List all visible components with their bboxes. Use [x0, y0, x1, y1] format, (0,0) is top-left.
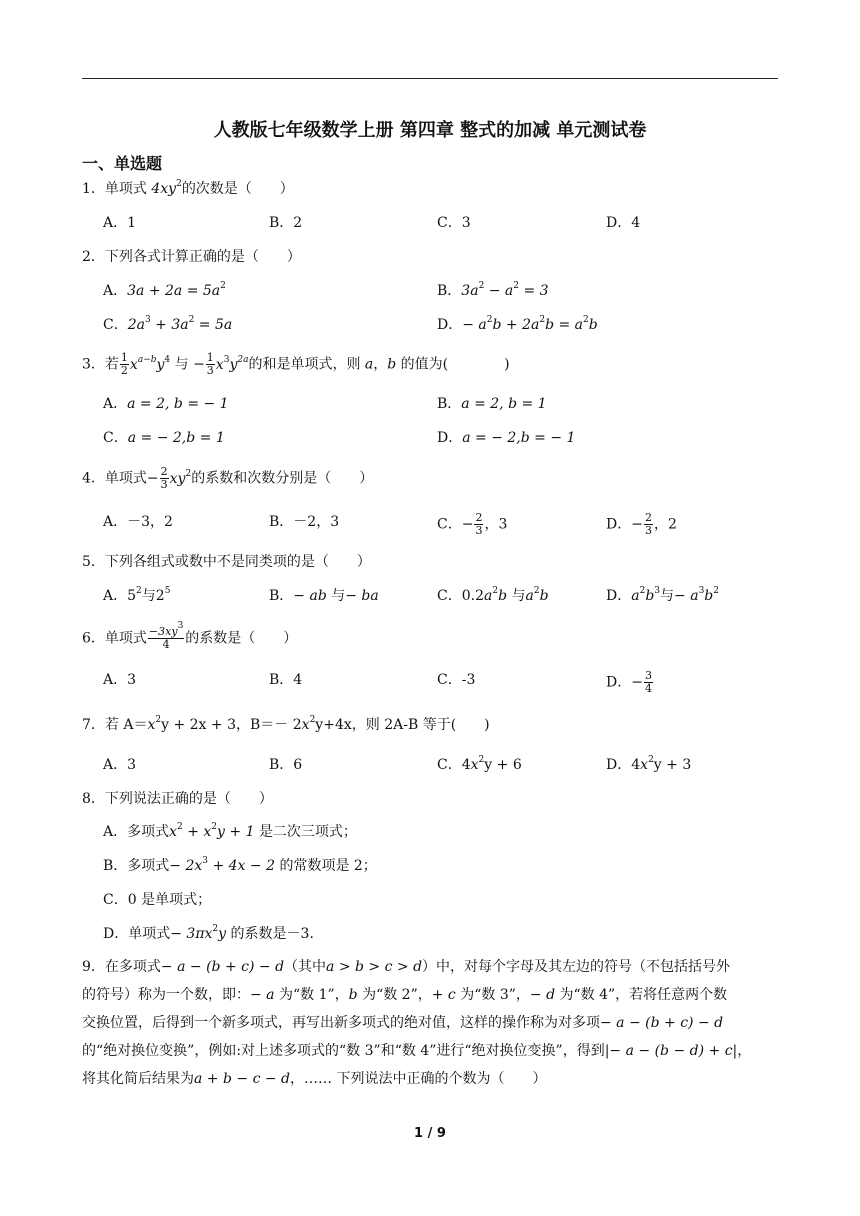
question-1: 1．单项式 $4xy^2$的次数是（ ）	[82, 179, 294, 197]
q8-option-b[interactable]: B．多项式− $2x^3 + 4x - 2$ 的常数项是 2；	[103, 856, 377, 874]
q2-option-d[interactable]: D．− $a^2b + 2a^2b = a^2b$	[437, 315, 598, 333]
question-8: 8．下列说法正确的是（ ）	[82, 791, 273, 807]
q7-option-d[interactable]: D．$4x^2y + 3$	[606, 755, 692, 773]
q5-option-c[interactable]: C．$0.2a^2b$ 与$a^2b$	[437, 586, 549, 604]
q2-option-c[interactable]: C．$2a^3 + 3a^2 = 5a$	[103, 315, 233, 333]
q5-option-b[interactable]: B．− ab 与− ba	[269, 588, 379, 604]
q9-line-2: 的符号）称为一个数，即：− a 为“数 1”，b 为“数 2”，+ c 为“数 3”，− d 为“数 4”，若将任意两个数	[82, 987, 728, 1003]
q8-option-d[interactable]: D．单项式− $3\pi x^2y$ 的系数是－3．	[103, 924, 324, 942]
q4-option-d[interactable]: D．− $\frac{2}{3}$ ，2	[606, 511, 677, 537]
q3-option-b[interactable]: B．a = 2, b = 1	[437, 396, 547, 412]
question-6: 6．单项式 $\frac{-3xy^3}{4}$ 的系数是（ ）	[82, 621, 298, 651]
q1-stem: 1．单项式	[82, 181, 152, 197]
section-heading: 一、单选题	[82, 154, 163, 173]
q6-option-b[interactable]: B．4	[269, 672, 303, 688]
q4-option-c[interactable]: C．− $\frac{2}{3}$ ，3	[437, 511, 508, 537]
question-9	[82, 953, 780, 1093]
question-3: 3．若 $\frac{1}{2}$ $x^{a-b}y^4$ 与 − $\frac{1}{3}$ $x^3y^{2a}$的和是单项式，则 a，b 的值为( )	[82, 351, 510, 377]
q8-option-c[interactable]: C．0 是单项式；	[103, 892, 212, 908]
q6-option-c[interactable]: C．-3	[437, 672, 476, 688]
question-7: 7．若 $A=x^2y + 2x + 3$，$B=- 2x^2y+4x$，则 2A-B 等于( )	[82, 715, 490, 733]
question-5: 5．下列各组式或数中不是同类项的是（ ）	[82, 554, 371, 570]
header-rule	[82, 78, 778, 79]
q9-line-5: 将其化简后结果为a + b − c − d，…… 下列说法中正确的个数为（ ）	[82, 1071, 547, 1087]
q2-option-a[interactable]: A．$3a + 2a = 5a^2$	[103, 281, 226, 299]
q2-option-b[interactable]: B．$3a^2 - a^2 = 3$	[437, 281, 549, 299]
q3-option-c[interactable]: C．a = − 2,b = 1	[103, 430, 225, 446]
q6-option-d[interactable]: D．− $\frac{3}{4}$	[606, 669, 652, 695]
q3-option-a[interactable]: A．a = 2, b = − 1	[103, 396, 229, 412]
question-2: 2．下列各式计算正确的是（ ）	[82, 249, 301, 265]
q9-line-3: 交换位置，后得到一个新多项式，再写出新多项式的绝对值，这样的操作称为对多项− a − (b + c) − d	[82, 1015, 724, 1031]
q7-option-a[interactable]: A．3	[103, 757, 137, 773]
q8-option-a[interactable]: A．多项式$x^2 + x^2y + 1$ 是二次三项式；	[103, 822, 357, 840]
q9-line-1: 9．在多项式− a − (b + c) − d（其中a > b > c > d）中，对每个字母及其左边的符号（不包括括号外	[82, 959, 731, 975]
q4-option-a[interactable]: A．－3，2	[103, 514, 173, 530]
q1-option-b[interactable]: B．2	[269, 215, 303, 231]
q4-option-b[interactable]: B．－2，3	[269, 514, 340, 530]
question-4: 4．单项式− $\frac{2}{3}$ $xy^2$的系数和次数分别是（ ）	[82, 465, 374, 491]
page-title: 人教版七年级数学上册 第四章 整式的加减 单元测试卷	[213, 120, 647, 141]
q1-option-c[interactable]: C．3	[437, 215, 471, 231]
page-number: 1 / 9	[414, 1126, 446, 1141]
q1-option-a[interactable]: A．1	[103, 215, 137, 231]
q7-option-c[interactable]: C．$4x^2y + 6$	[437, 755, 522, 773]
q5-option-d[interactable]: D．$a^2b^3$与− $a^3b^2$	[606, 586, 719, 604]
q6-option-a[interactable]: A．3	[103, 672, 137, 688]
q7-option-b[interactable]: B．6	[269, 757, 303, 773]
q5-option-a[interactable]: A．$5^2$与$2^5$	[103, 586, 171, 604]
q1-option-d[interactable]: D．4	[606, 215, 641, 231]
q3-option-d[interactable]: D．a = − 2,b = − 1	[437, 430, 576, 446]
q9-line-4: 的“绝对换位变换”，例如:对上述多项式的“数 3”和“数 4”进行“绝对换位变换”，得到|− a − (b − d) + c|，	[82, 1043, 752, 1059]
